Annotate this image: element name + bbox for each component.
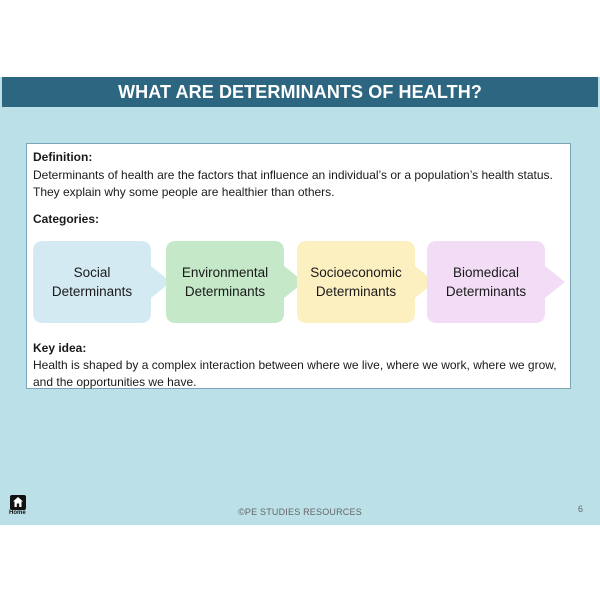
category-label: Social Determinants	[51, 265, 133, 299]
key-idea-label: Key idea:	[33, 341, 87, 355]
definition-text: Determinants of health are the factors that influence an individual’s or a population’s health status. They explain why some people are healthier than others.	[33, 168, 553, 199]
key-idea-text: Health is shaped by a complex interaction between where we live, where we work, where we grow, and the opportunities we have.	[33, 358, 557, 389]
copyright: ©PE STUDIES RESOURCES	[238, 507, 362, 517]
category-label: Biomedical Determinants	[445, 265, 527, 299]
category-label: Socioeconomic Determinants	[310, 265, 402, 299]
slide-title: WHAT ARE DETERMINANTS OF HEALTH?	[2, 77, 598, 107]
content-card	[26, 143, 571, 389]
page-number: 6	[578, 504, 584, 514]
categories-label: Categories:	[33, 212, 100, 226]
definition-label: Definition:	[33, 150, 93, 164]
slide	[0, 77, 600, 525]
home-label: Home	[9, 510, 26, 516]
category-label: Environmental Determinants	[181, 265, 269, 299]
